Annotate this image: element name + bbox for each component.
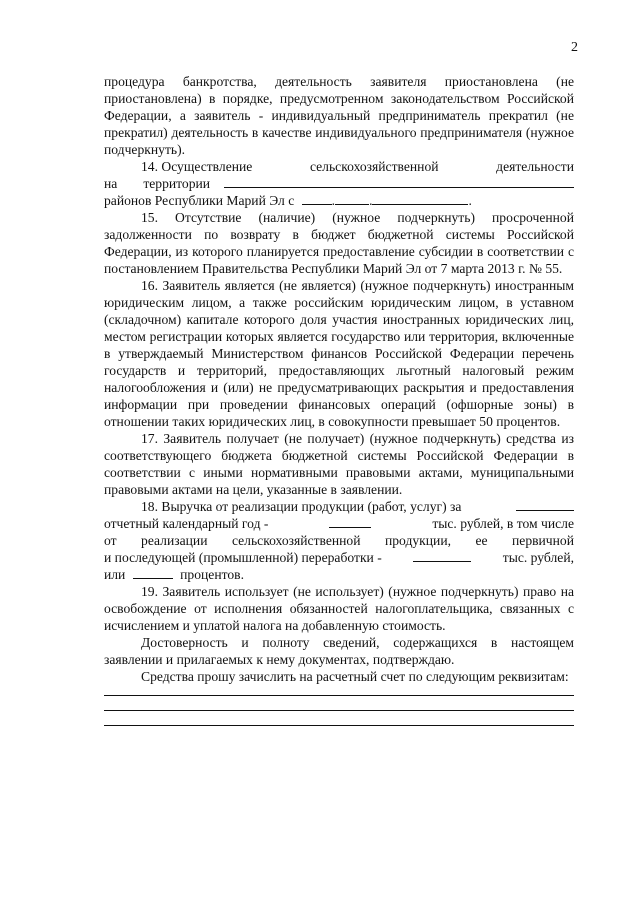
date-day-field[interactable] <box>302 192 332 205</box>
paragraph-17: 17. Заявитель получает (не получает) (нужное подчеркнуть) средства из соответствующего бюджета бюджетной системы Российской Федерации в соответствии с иными нормативными правовыми актами, муниципальными правовыми актами на цели, указанные в заявлении. <box>104 431 574 497</box>
p14-word: сельскохозяйственной <box>309 159 439 174</box>
paragraph-19: 19. Заявитель использует (не использует) (нужное подчеркнуть) право на освобождение от исполнения обязанностей налогоплательщика, связанных с исчислением и уплатой налога на добавленную стоимость. <box>104 584 574 633</box>
p14-word: деятельности <box>496 159 574 174</box>
date-end: . <box>468 193 472 208</box>
p18-text: и последующей (промышленной) переработки - <box>104 550 382 565</box>
revenue-agri-field[interactable] <box>413 549 471 562</box>
paragraph-bank-details: Средства прошу зачислить на расчетный счет по следующим реквизитам: <box>141 669 569 684</box>
p18-text: тыс. рублей, <box>502 550 574 565</box>
p14-word: территории <box>143 176 211 191</box>
territory-field[interactable] <box>224 175 574 188</box>
bank-details-line-3[interactable] <box>104 725 574 726</box>
paragraph-16: 16. Заявитель является (не является) (нужное подчеркнуть) иностранным юридическим лицом, а также российским юридическим лицом, в уставном (складочном) капитале которого доля участия иностранных юридических лиц, местом регистрации которых является государство или территория, включенные в утверждаемый Министерством финансов Российской Федерации перечень государств и территорий, предоставляющих льготный налоговый режим налогообложения и (или) не предусматривающих раскрытия и предоставления информации при проведении финансовых операций (офшорные зоны) в отношении таких юридических лиц, в совокупности превышает 50 процентов. <box>104 278 574 429</box>
bank-details-line-2[interactable] <box>104 710 574 711</box>
paragraph-confirmation: Достоверность и полноту сведений, содержащихся в настоящем заявлении и прилагаемых к нему документах, подтверждаю. <box>104 635 574 667</box>
p18-text: тыс. рублей, в том числе <box>432 516 574 531</box>
p18-text: 18. Выручка от реализации продукции (работ, услуг) за <box>141 499 462 514</box>
year-field[interactable] <box>516 498 574 511</box>
date-month-field[interactable] <box>335 192 369 205</box>
percent-field[interactable] <box>133 566 173 579</box>
p14-word: на <box>104 176 118 191</box>
revenue-total-field[interactable] <box>329 515 371 528</box>
document-body <box>104 73 574 726</box>
p18-text: отчетный календарный год - <box>104 516 269 531</box>
page-number: 2 <box>571 40 578 55</box>
paragraph-14 <box>104 158 574 209</box>
paragraph-continuation: процедура банкротства, деятельность заявителя приостановлена (не приостановлена) в порядке, предусмотренном законодательством Российской Федерации, а заявитель - индивидуальный предприниматель прекратил (не прекратил) деятельность в качестве индивидуального предпринимателя (нужное подчеркнуть). <box>104 74 574 157</box>
bank-details-line-1[interactable] <box>104 695 574 696</box>
paragraph-15: 15. Отсутствие (наличие) (нужное подчеркнуть) просроченной задолженности по возврату в бюджет бюджетной системы Российской Федерации, из которого планируется предоставление субсидии в соответствии с постановлением Правительства Республики Марий Эл от 7 марта 2013 г. № 55. <box>104 210 574 276</box>
p18-text: процентов. <box>180 567 244 582</box>
p14-text: районов Республики Марий Эл с <box>104 193 295 208</box>
paragraph-18 <box>104 498 574 583</box>
p18-text: или <box>104 567 126 582</box>
date-sep: . <box>369 193 373 208</box>
p14-label: 14. Осуществление <box>141 159 253 174</box>
p18-text: от реализации сельскохозяйственной продукции, ее первичной <box>104 533 574 548</box>
date-sep: . <box>331 193 336 208</box>
date-year-field[interactable] <box>372 192 468 205</box>
